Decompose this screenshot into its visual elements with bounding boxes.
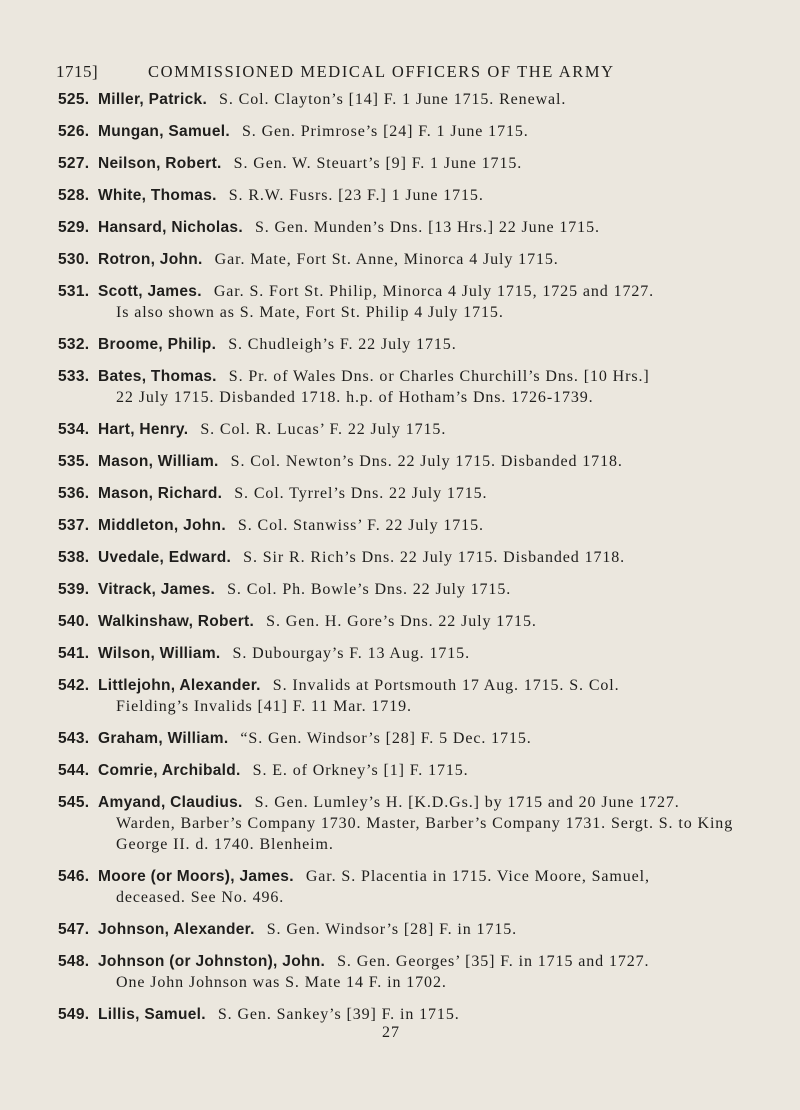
entry-body — [98, 281, 763, 323]
list-item — [0, 611, 800, 632]
entry-number: 543. — [58, 730, 90, 747]
list-item — [0, 515, 800, 536]
entry-number: 530. — [58, 251, 90, 268]
service-record: S. R.W. Fusrs. [23 F.] 1 June 1715. — [228, 187, 484, 204]
list-item — [0, 919, 800, 940]
entry-body — [98, 515, 763, 536]
officer-name: Walkinshaw, Robert. — [98, 613, 255, 630]
list-item — [0, 675, 800, 717]
entry-number: 545. — [58, 794, 90, 811]
list-item — [0, 217, 800, 238]
service-record-continued: Is also shown as S. Mate, Fort St. Philip 4 July 1715. — [116, 304, 504, 321]
entry-number: 525. — [58, 91, 90, 108]
entry-number: 535. — [58, 453, 90, 470]
officer-name: Scott, James. — [98, 283, 202, 300]
officer-name: Mason, Richard. — [98, 485, 223, 502]
entry-body — [98, 728, 763, 749]
list-item — [0, 185, 800, 206]
entry-number: 533. — [58, 368, 90, 385]
list-item — [0, 951, 800, 993]
service-record: S. Col. Ph. Bowle’s Dns. 22 July 1715. — [227, 581, 512, 598]
entry-number: 539. — [58, 581, 90, 598]
list-item — [0, 547, 800, 568]
entry-body — [98, 643, 763, 664]
entry-body — [98, 483, 763, 504]
entry-body — [98, 89, 763, 110]
list-item — [0, 121, 800, 142]
officer-name: Middleton, John. — [98, 517, 226, 534]
list-item — [0, 483, 800, 504]
service-record: S. Gen. W. Steuart’s [9] F. 1 June 1715. — [233, 155, 523, 172]
officer-name: Moore (or Moors), James. — [98, 868, 294, 885]
officer-name: Littlejohn, Alexander. — [98, 677, 261, 694]
list-item — [0, 792, 800, 855]
list-item — [0, 153, 800, 174]
entry-body — [98, 675, 763, 717]
header-title: COMMISSIONED MEDICAL OFFICERS OF THE ARMY — [148, 62, 615, 81]
entry-body — [98, 1004, 763, 1025]
list-item — [0, 579, 800, 600]
officer-name: Mungan, Samuel. — [98, 123, 230, 140]
list-item — [0, 760, 800, 781]
service-record: “S. Gen. Windsor’s [28] F. 5 Dec. 1715. — [240, 730, 532, 747]
officer-name: Hart, Henry. — [98, 421, 189, 438]
entry-body — [98, 366, 763, 408]
service-record: Gar. S. Fort St. Philip, Minorca 4 July 1715, 1725 and 1727. — [213, 283, 655, 300]
service-record-continued: deceased. See No. 496. — [116, 889, 285, 906]
entry-body — [98, 419, 763, 440]
service-record: S. Gen. Windsor’s [28] F. in 1715. — [266, 921, 518, 938]
entry-body — [98, 451, 763, 472]
officer-name: Comrie, Archibald. — [98, 762, 241, 779]
list-item — [0, 249, 800, 270]
entry-body — [98, 611, 763, 632]
entry-list — [0, 89, 800, 1036]
entry-body — [98, 866, 763, 908]
entry-body — [98, 217, 763, 238]
page-number: 27 — [382, 1024, 400, 1041]
list-item — [0, 334, 800, 355]
entry-number: 528. — [58, 187, 90, 204]
entry-number: 548. — [58, 953, 90, 970]
entry-body — [98, 547, 763, 568]
list-item — [0, 419, 800, 440]
list-item — [0, 1004, 800, 1025]
entry-number: 544. — [58, 762, 90, 779]
list-item — [0, 281, 800, 323]
entry-number: 538. — [58, 549, 90, 566]
list-item — [0, 728, 800, 749]
service-record: S. Chudleigh’s F. 22 July 1715. — [228, 336, 457, 353]
officer-name: Broome, Philip. — [98, 336, 217, 353]
officer-name: Amyand, Claudius. — [98, 794, 243, 811]
officer-name: Neilson, Robert. — [98, 155, 222, 172]
entry-number: 546. — [58, 868, 90, 885]
service-record-continued: 22 July 1715. Disbanded 1718. h.p. of Hotham’s Dns. 1726-1739. — [116, 389, 594, 406]
officer-name: Hansard, Nicholas. — [98, 219, 243, 236]
service-record: S. E. of Orkney’s [1] F. 1715. — [252, 762, 469, 779]
list-item — [0, 451, 800, 472]
service-record: S. Dubourgay’s F. 13 Aug. 1715. — [232, 645, 470, 662]
list-item — [0, 366, 800, 408]
officer-name: Uvedale, Edward. — [98, 549, 232, 566]
service-record: S. Gen. Munden’s Dns. [13 Hrs.] 22 June 1715. — [254, 219, 600, 236]
entry-body — [98, 919, 763, 940]
officer-name: Graham, William. — [98, 730, 229, 747]
entry-number: 549. — [58, 1006, 90, 1023]
entry-number: 532. — [58, 336, 90, 353]
running-header — [0, 62, 800, 86]
service-record: Gar. Mate, Fort St. Anne, Minorca 4 July 1715. — [214, 251, 559, 268]
entry-number: 541. — [58, 645, 90, 662]
service-record: S. Col. R. Lucas’ F. 22 July 1715. — [200, 421, 447, 438]
list-item — [0, 89, 800, 110]
service-record: S. Col. Tyrrel’s Dns. 22 July 1715. — [234, 485, 488, 502]
service-record-continued: One John Johnson was S. Mate 14 F. in 1702. — [116, 974, 447, 991]
entry-body — [98, 185, 763, 206]
entry-body — [98, 249, 763, 270]
entry-body — [98, 951, 763, 993]
officer-name: Wilson, William. — [98, 645, 221, 662]
officer-name: Miller, Patrick. — [98, 91, 208, 108]
service-record: S. Sir R. Rich’s Dns. 22 July 1715. Disbanded 1718. — [243, 549, 626, 566]
header-year: 1715] — [56, 62, 99, 81]
entry-body — [98, 792, 763, 855]
service-record: S. Pr. of Wales Dns. or Charles Churchill’s Dns. [10 Hrs.] — [228, 368, 650, 385]
entry-number: 542. — [58, 677, 90, 694]
officer-name: Vitrack, James. — [98, 581, 216, 598]
service-record: S. Gen. Primrose’s [24] F. 1 June 1715. — [241, 123, 529, 140]
entry-number: 531. — [58, 283, 90, 300]
entry-body — [98, 579, 763, 600]
service-record: S. Gen. Georges’ [35] F. in 1715 and 1727. — [337, 953, 650, 970]
officer-name: Bates, Thomas. — [98, 368, 217, 385]
service-record: S. Col. Stanwiss’ F. 22 July 1715. — [237, 517, 484, 534]
service-record: S. Invalids at Portsmouth 17 Aug. 1715. S. Col. — [272, 677, 620, 694]
service-record: S. Gen. H. Gore’s Dns. 22 July 1715. — [266, 613, 537, 630]
officer-name: Lillis, Samuel. — [98, 1006, 206, 1023]
entry-body — [98, 760, 763, 781]
officer-name: Mason, William. — [98, 453, 219, 470]
service-record: S. Gen. Lumley’s H. [K.D.Gs.] by 1715 and 20 June 1727. — [254, 794, 680, 811]
service-record-continued: Warden, Barber’s Company 1730. Master, Barber’s Company 1731. Sergt. S. to King George II. d. 1740. Blenheim. — [116, 815, 734, 853]
entry-body — [98, 121, 763, 142]
entry-number: 534. — [58, 421, 90, 438]
list-item — [0, 643, 800, 664]
service-record: S. Gen. Sankey’s [39] F. in 1715. — [217, 1006, 460, 1023]
entry-number: 536. — [58, 485, 90, 502]
officer-name: Rotron, John. — [98, 251, 203, 268]
entry-number: 547. — [58, 921, 90, 938]
entry-number: 527. — [58, 155, 90, 172]
service-record: S. Col. Newton’s Dns. 22 July 1715. Disbanded 1718. — [230, 453, 623, 470]
entry-number: 529. — [58, 219, 90, 236]
list-item — [0, 866, 800, 908]
entry-body — [98, 153, 763, 174]
service-record: S. Col. Clayton’s [14] F. 1 June 1715. Renewal. — [219, 91, 567, 108]
service-record-continued: Fielding’s Invalids [41] F. 11 Mar. 1719. — [116, 698, 412, 715]
officer-name: White, Thomas. — [98, 187, 217, 204]
entry-number: 537. — [58, 517, 90, 534]
entry-body — [98, 334, 763, 355]
entry-number: 540. — [58, 613, 90, 630]
entry-number: 526. — [58, 123, 90, 140]
officer-name: Johnson, Alexander. — [98, 921, 255, 938]
officer-name: Johnson (or Johnston), John. — [98, 953, 326, 970]
service-record: Gar. S. Placentia in 1715. Vice Moore, Samuel, — [305, 868, 650, 885]
